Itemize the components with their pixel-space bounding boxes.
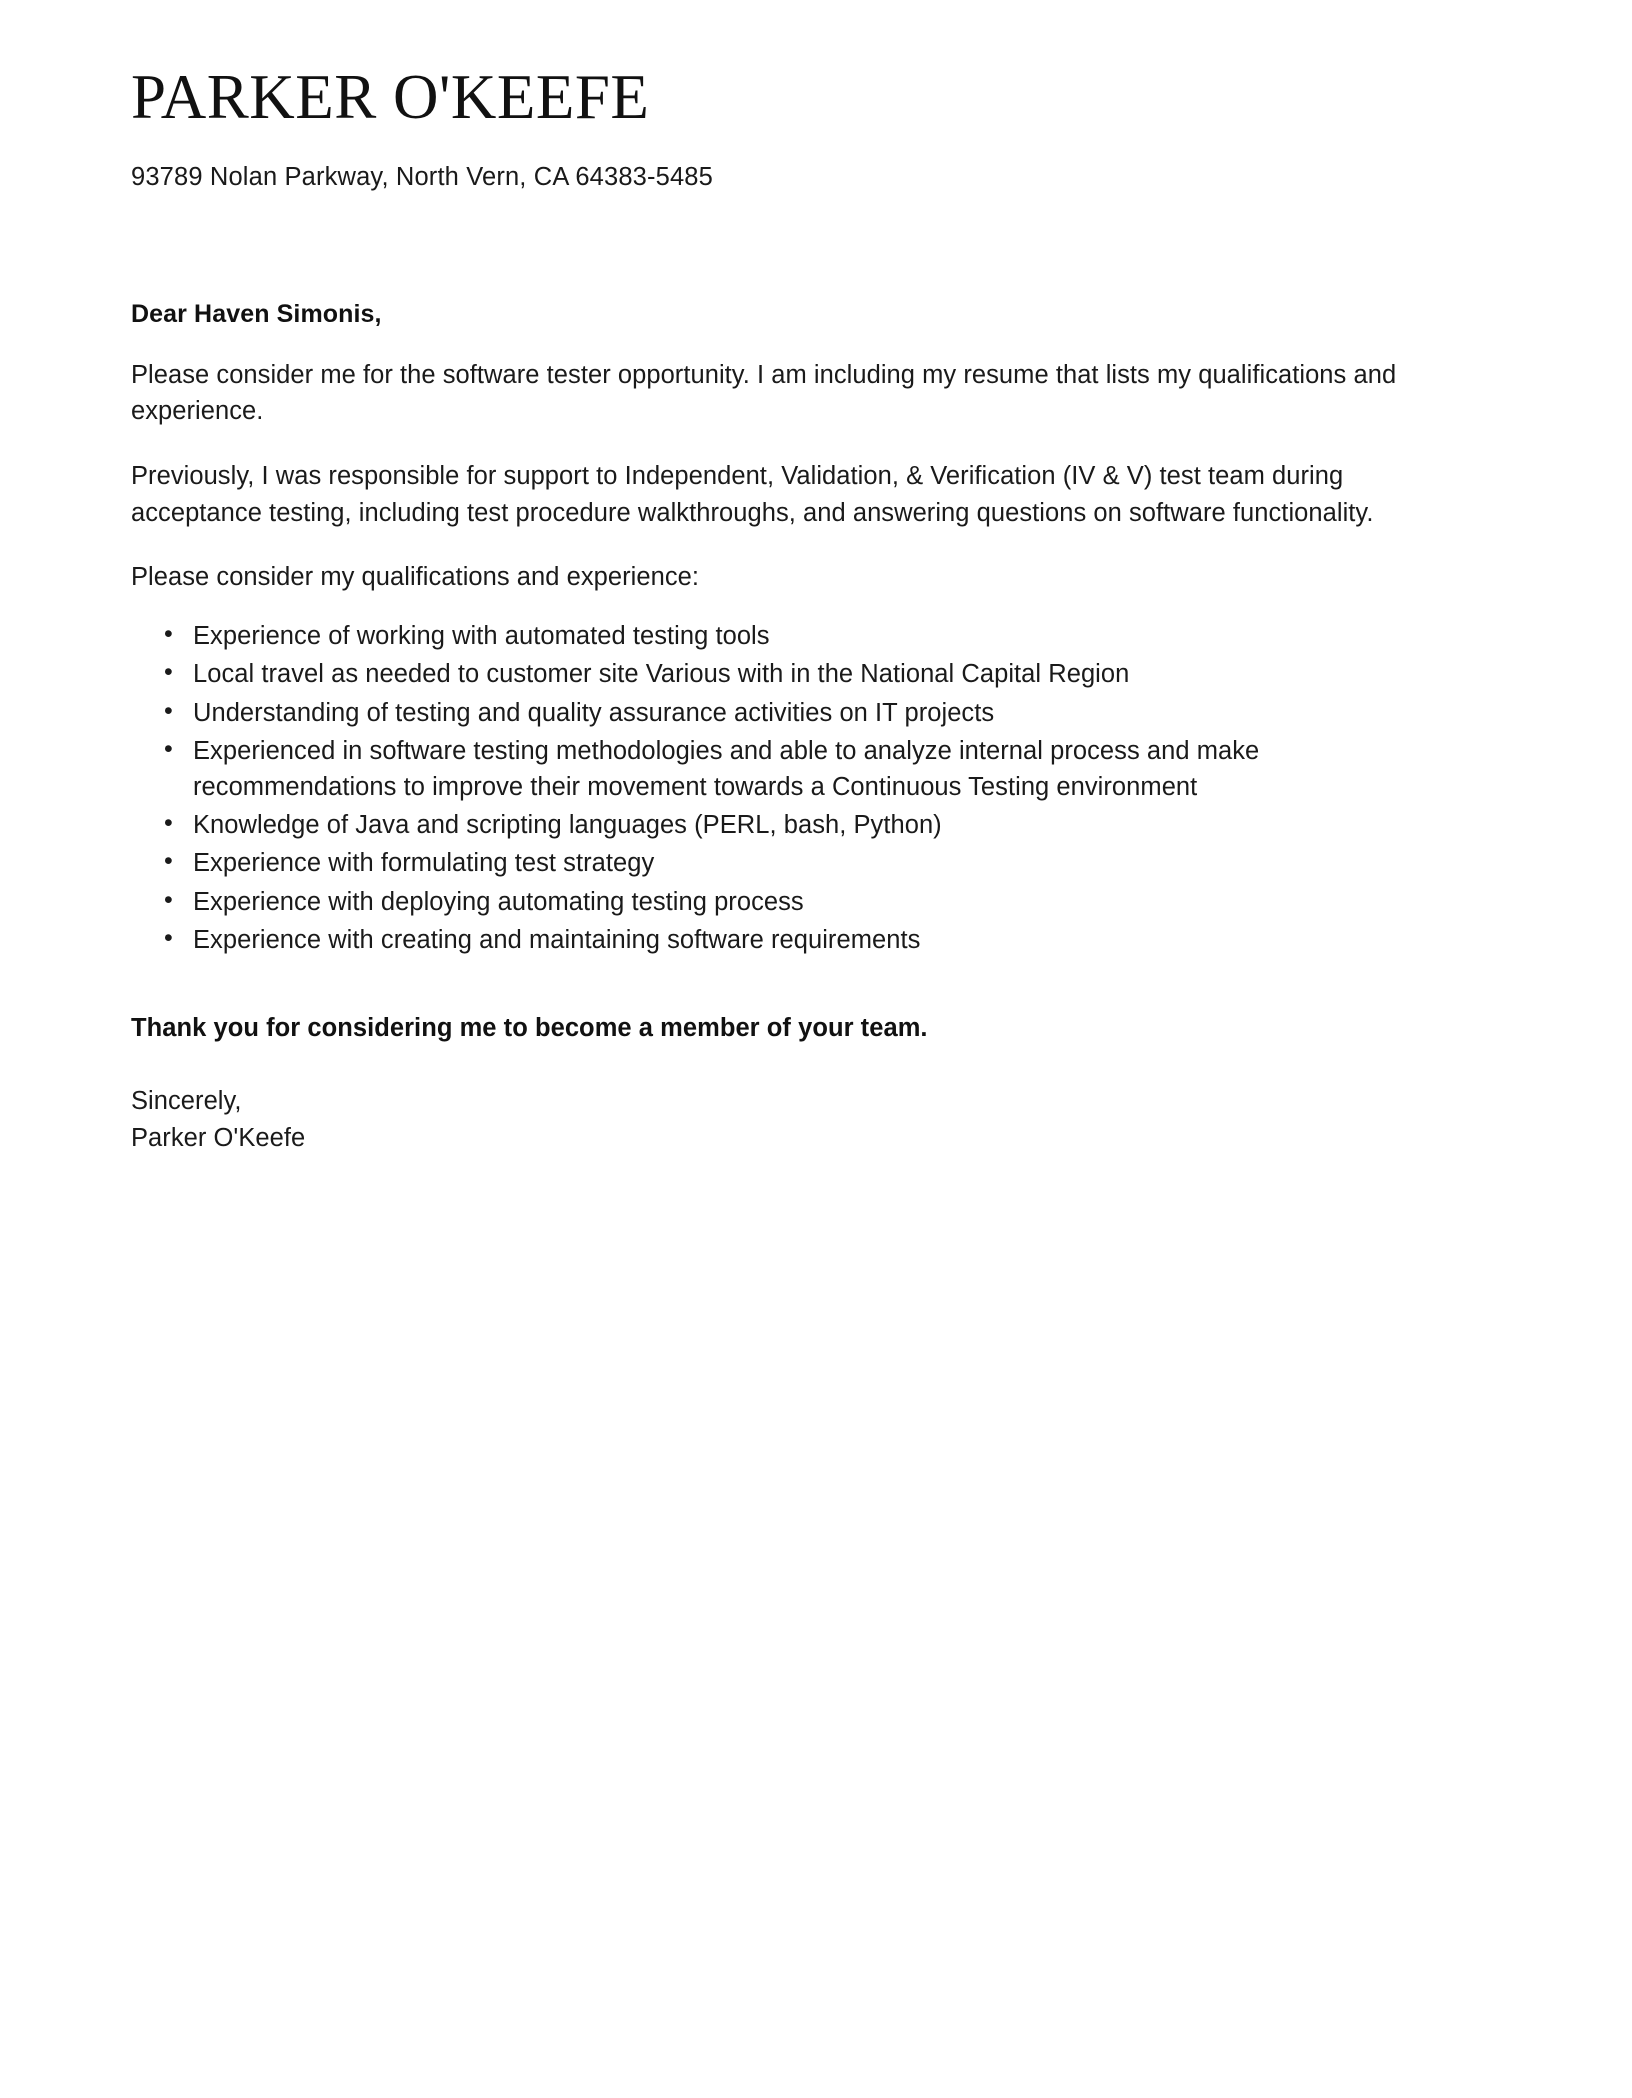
list-item: • Experience with creating and maintaining software requirements [131, 922, 1451, 958]
body-paragraph-3: Please consider my qualifications and experience: [131, 563, 700, 592]
contact-address: 93789 Nolan Parkway, North Vern, CA 64383-5485 [131, 162, 713, 191]
list-item: • Experience of working with automated testing tools [131, 618, 1451, 654]
list-item: • Knowledge of Java and scripting languages (PERL, bash, Python) [131, 807, 1451, 843]
page-title: PARKER O'KEEFE [131, 62, 650, 132]
salutation: Dear Haven Simonis, [131, 299, 382, 328]
sign-off: Sincerely, [131, 1086, 242, 1115]
signature-block [131, 1083, 1481, 1157]
closing-statement: Thank you for considering me to become a member of your team. [131, 1013, 928, 1042]
list-item: • Experience with deploying automating testing process [131, 884, 1451, 920]
list-item: • Understanding of testing and quality assurance activities on IT projects [131, 695, 1451, 731]
letter-content [131, 62, 1481, 1157]
qualifications-list [131, 618, 1451, 958]
list-item: • Experience with formulating test strategy [131, 845, 1451, 881]
body-paragraph-1: Please consider me for the software tester opportunity. I am including my resume that lists my qualifications and experience. [131, 360, 1397, 426]
signature-name: Parker O'Keefe [131, 1123, 306, 1152]
list-item: • Local travel as needed to customer site Various with in the National Capital Region [131, 656, 1451, 692]
list-item: • Experienced in software testing methodologies and able to analyze internal process and make recommendations to improve their movement towards a Continuous Testing environment [131, 733, 1451, 805]
body-paragraph-2: Previously, I was responsible for support to Independent, Validation, & Verification (IV & V) test team during acceptance testing, including test procedure walkthroughs, and answering questions on software functionality. [131, 461, 1374, 527]
